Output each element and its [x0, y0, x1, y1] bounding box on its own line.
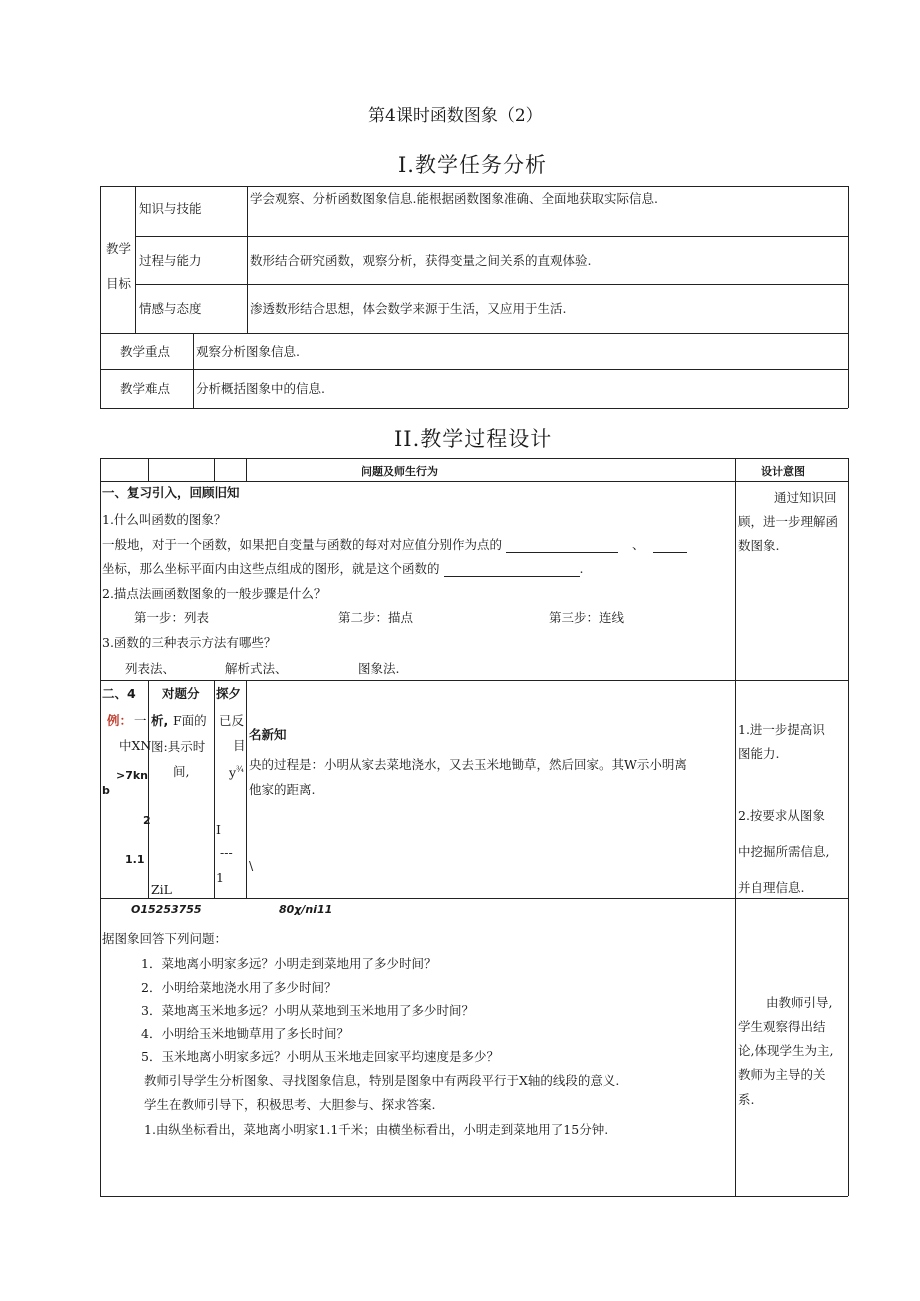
part1-q1-line2-end: .	[579, 561, 584, 576]
part3-question-2: 2．小明给菜地浇水用了多少时间？	[141, 980, 337, 995]
part1-q1-line2	[102, 561, 584, 577]
part3-answer-1: 1.由纵坐标看出，菜地离小明家1.1千米；由横坐标看出，小明走到菜地用了15分钟.	[144, 1122, 609, 1137]
part2-new-knowledge: 名新知	[249, 727, 287, 742]
step-3: 第三步：连线	[549, 610, 625, 625]
blank-field-3	[444, 564, 580, 577]
part2-c2-2: F面的	[173, 713, 207, 728]
goal-label-process: 过程与能力	[139, 253, 202, 268]
part2-mark: \	[249, 858, 254, 873]
step-1: 第一步：列表	[134, 610, 210, 625]
part3-guide-1: 教师引导学生分析图象、寻找图象信息，特别是图象中有两段平行于X轴的线段的意义.	[144, 1073, 620, 1088]
part2-c3-2: 目	[233, 738, 246, 753]
part1-q1-line1	[102, 537, 687, 553]
part2-c3-5: I	[216, 822, 221, 837]
blank-field-1	[506, 540, 618, 553]
part2-intent-4: 中挖掘所需信息,	[738, 844, 830, 859]
part1-title: 一、复习引入，回顾旧知	[102, 485, 240, 500]
method-2: 解析式法、	[225, 661, 288, 676]
goal-label-knowledge: 知识与技能	[139, 201, 202, 216]
part3-question-4: 4．小明给玉米地锄草用了多长时间？	[141, 1026, 349, 1041]
part2-c2-4: 间,	[173, 764, 190, 779]
difficulty-text: 分析概括图象中的信息.	[196, 381, 325, 396]
goal-text-knowledge: 学会观察、分析函数图象信息.能根据函数图象准确、全面地获取实际信息.	[250, 191, 658, 206]
method-3: 图象法.	[358, 661, 400, 676]
part3-question-5: 5．玉米地离小明家多远？小明从玉米地走回家平均速度是多少？	[141, 1049, 499, 1064]
part2-intent-2: 图能力.	[738, 746, 780, 761]
part3-question-1: 1．菜地离小明家多远？小明走到菜地用了多少时间？	[141, 956, 437, 971]
blank-field-2	[653, 540, 687, 553]
part3-intent-1: 由教师引导,	[766, 995, 833, 1010]
goals-label-2: 目标	[106, 276, 132, 291]
part2-story-line1: 央的过程是：小明从家去菜地浇水，又去玉米地锄草，然后回家。其W示小明离	[249, 757, 687, 772]
part2-intent-3: 2.按要求从图象	[738, 808, 825, 823]
part2-c3-6: ---	[220, 845, 233, 860]
part2-c3-y: y	[229, 765, 237, 781]
part1-q1: 1.什么叫函数的图象？	[102, 512, 227, 527]
part1-q1-line1-text: 一般地，对于一个函数，如果把自变量与函数的每对对应值分别作为点的	[102, 537, 503, 552]
goal-label-emotion: 情感与态度	[139, 301, 202, 316]
part2-c1-0: 二、4	[102, 686, 136, 701]
part2-c1-1: 例：	[107, 713, 133, 728]
part3-guide-2: 学生在教师引导下，积极思考、大胆参与、探求答案.	[144, 1097, 436, 1112]
part2-c3-3	[229, 762, 244, 781]
part2-c1-3: 中XN	[119, 738, 152, 753]
part1-q1-line2-text: 坐标，那么坐标平面内由这些点组成的图形，就是这个函数的	[102, 561, 440, 576]
col-header-main: 问题及师生行为	[361, 465, 438, 478]
part3-intent-5: 系.	[738, 1092, 755, 1107]
axis-label-x: O15253755	[131, 903, 202, 916]
part2-c2-1: 析,	[151, 713, 169, 728]
part2-intent-1: 1.进一步提高识	[738, 722, 825, 737]
section2-heading: II.教学过程设计	[394, 427, 553, 451]
goals-label: 教学	[106, 241, 132, 256]
part3-question-3: 3．菜地离玉米地多远？小明从菜地到玉米地用了多少时间？	[141, 1003, 474, 1018]
method-1: 列表法、	[125, 661, 176, 676]
goal-text-process: 数形结合研究函数，观察分析，获得变量之间关系的直观体验.	[250, 253, 592, 268]
part3-intent-2: 学生观察得出结	[738, 1019, 826, 1034]
part1-intent-2: 顾，进一步理解函	[738, 514, 839, 529]
part2-c2-0: 对题分	[162, 686, 200, 701]
step-2: 第二步：描点	[338, 610, 414, 625]
part2-intent-5: 并自理信息.	[738, 880, 805, 895]
part2-c3-0: 探夕	[216, 686, 242, 701]
part2-c1-6: 2	[143, 814, 151, 827]
axis-label-unit: 80χ/ni11	[279, 903, 333, 916]
part2-story-line2: 他家的距离.	[249, 782, 316, 797]
col-header-intent: 设计意图	[761, 465, 805, 478]
part2-c3-y-sup: ¾	[236, 765, 244, 774]
part1-intent-3: 数图象.	[738, 538, 780, 553]
part2-c1-7: 1.1	[125, 853, 145, 866]
part2-c1-2: 一	[134, 713, 147, 728]
part3-intent-3: 论,体现学生为主,	[738, 1043, 834, 1058]
goal-text-emotion: 渗透数形结合思想，体会数学来源于生活，又应用于生活.	[250, 301, 567, 316]
part3-intent-4: 教师为主导的关	[738, 1067, 826, 1082]
part2-c2-5: ZiL	[151, 882, 172, 897]
page-title: 第4课时函数图象（2）	[368, 106, 543, 126]
key-point-text: 观察分析图象信息.	[196, 344, 300, 359]
part1-intent-1: 通过知识回	[774, 490, 837, 505]
part2-c2-3: 图:具示时	[151, 739, 206, 754]
part2-c1-4: >7kn	[116, 769, 149, 782]
part1-q2: 2.描点法画函数图象的一般步骤是什么？	[102, 586, 327, 601]
difficulty-label: 教学难点	[120, 381, 171, 396]
part3-lead: 据图象回答下列问题：	[102, 931, 228, 946]
part1-q3: 3.函数的三种表示方法有哪些？	[102, 635, 277, 650]
key-point-label: 教学重点	[120, 344, 171, 359]
part2-c3-1: 已反	[219, 713, 245, 728]
part2-c3-7: 1	[216, 870, 224, 885]
section1-heading: I.教学任务分析	[398, 153, 547, 177]
part2-c1-5: b	[102, 784, 110, 797]
part1-q1-sep: 、	[632, 537, 645, 552]
